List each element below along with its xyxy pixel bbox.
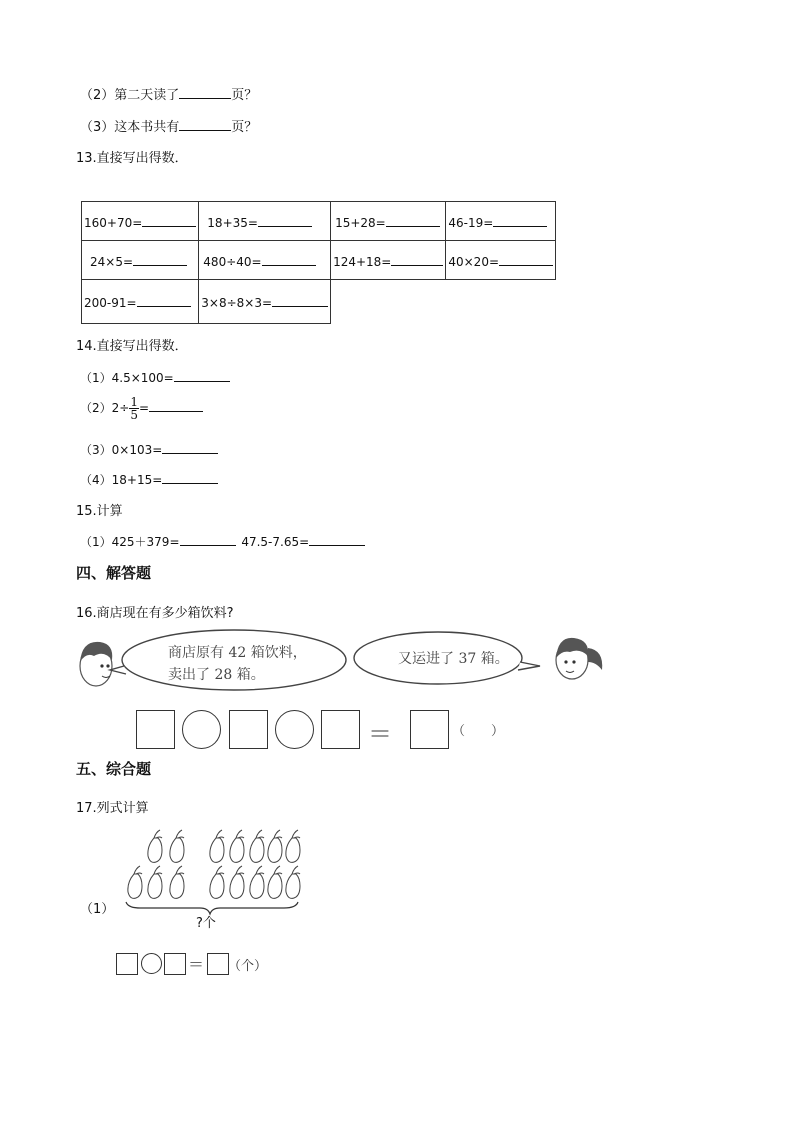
eggplant-group-bottom-right [210, 866, 300, 898]
q12-line-3: （3）这本书共有 页？ [80, 116, 257, 135]
calc-cell: 18+35= [199, 202, 331, 241]
section-heading-5: 五、综合题 [76, 760, 152, 778]
answer-blank[interactable] [386, 213, 440, 227]
eggplant-group-bottom-left [128, 866, 184, 898]
q16-title: 16.商店现在有多少箱饮料? [76, 606, 234, 621]
answer-box[interactable] [410, 710, 449, 749]
unit-label: （个） [228, 959, 268, 974]
answer-box[interactable] [136, 710, 175, 749]
answer-blank[interactable] [137, 293, 191, 307]
q17-eggplant-illustration [120, 826, 310, 916]
q17-item-label: （1） [80, 902, 115, 917]
answer-box[interactable] [229, 710, 268, 749]
q12-line-2: （2）第二天读了 页？ [80, 84, 257, 103]
empty-cell [331, 280, 446, 324]
answer-blank[interactable] [391, 252, 443, 266]
q13-calc-table [81, 201, 556, 324]
operator-circle[interactable] [141, 953, 162, 974]
answer-box[interactable] [164, 953, 186, 975]
q14-item-4: （4）18+15= [80, 470, 218, 488]
table-row [82, 280, 556, 324]
answer-blank[interactable] [179, 85, 231, 99]
q14-item-2: （2）2÷ $\frac{1}{5}$ = [80, 396, 203, 421]
q15-item-1: （1）425＋379= 47.5-7.65= [80, 532, 365, 550]
answer-blank[interactable] [309, 532, 365, 546]
table-row [82, 202, 556, 241]
q14-title: 14.直接写出得数． [76, 339, 188, 354]
bubble-left-line-2: 卖出了 28 箱。 [168, 667, 265, 683]
answer-blank[interactable] [493, 213, 547, 227]
calc-cell: 480÷40= [199, 241, 331, 280]
q16-illustration [74, 626, 614, 696]
q17-title: 17.列式计算 [76, 801, 149, 816]
q14-item-3: （3）0×103= [80, 440, 218, 458]
calc-cell: 3×8÷8×3= [199, 280, 331, 324]
answer-blank[interactable] [133, 252, 187, 266]
brace-label: ?个 [196, 916, 216, 931]
answer-blank[interactable] [180, 532, 236, 546]
bubble-left-line-1: 商店原有 42 箱饮料， [168, 645, 307, 661]
equals-sign: ＝ [188, 955, 205, 974]
answer-blank[interactable] [262, 252, 316, 266]
answer-box[interactable] [116, 953, 138, 975]
answer-blank[interactable] [162, 470, 218, 484]
answer-blank[interactable] [499, 252, 553, 266]
answer-blank[interactable] [174, 368, 230, 382]
bubble-right-line: 又运进了 37 箱。 [398, 651, 509, 667]
unit-parenthesis: （ ） [452, 724, 505, 739]
calc-cell: 15+28= [331, 202, 446, 241]
answer-blank[interactable] [258, 213, 312, 227]
operator-circle[interactable] [182, 710, 221, 749]
equals-sign: ＝ [368, 720, 392, 748]
empty-cell [446, 280, 556, 324]
section-heading-4: 四、解答题 [76, 564, 152, 582]
calc-cell: 200-91= [82, 280, 199, 324]
q13-title: 13.直接写出得数． [76, 151, 188, 166]
calc-cell: 124+18= [331, 241, 446, 280]
girl-icon [556, 638, 602, 679]
boy-icon [80, 642, 112, 686]
q14-item-1: （1）4.5×100= [80, 368, 230, 386]
fraction-one-fifth: $\frac{1}{5}$ [130, 395, 138, 422]
calc-cell: 46-19= [446, 202, 556, 241]
answer-box[interactable] [321, 710, 360, 749]
calc-cell: 24×5= [82, 241, 199, 280]
answer-blank[interactable] [149, 398, 203, 412]
answer-blank[interactable] [179, 117, 231, 131]
calc-cell: 160+70= [82, 202, 199, 241]
answer-blank[interactable] [272, 293, 328, 307]
answer-blank[interactable] [162, 440, 218, 454]
calc-cell: 40×20= [446, 241, 556, 280]
table-row [82, 241, 556, 280]
q15-title: 15.计算 [76, 504, 123, 519]
eggplant-group-top-right [210, 830, 300, 862]
answer-blank[interactable] [142, 213, 196, 227]
operator-circle[interactable] [275, 710, 314, 749]
eggplant-group-top-left [148, 830, 184, 862]
answer-box[interactable] [207, 953, 229, 975]
